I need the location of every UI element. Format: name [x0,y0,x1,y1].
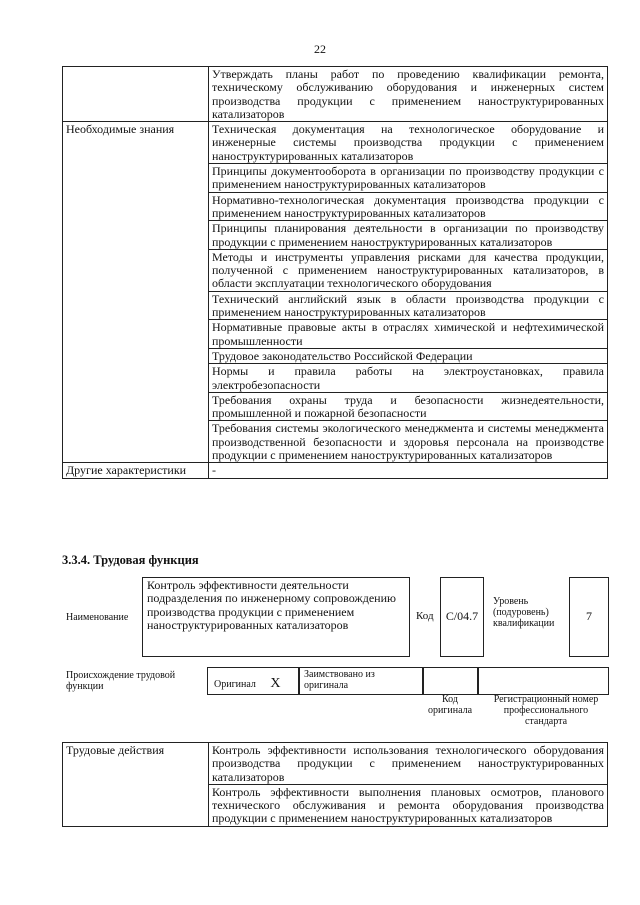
table-cell: Требования охраны труда и безопасности жизнедеятельности, промышленной и пожарной безопасности [209,392,608,421]
table-cell: Методы и инструменты управления рисками для качества продукции, полученной с применением наноструктурированных катализаторов, в области эксплуатации технологического оборудования [209,249,608,291]
row-label-actions: Трудовые действия [63,743,209,827]
table-row [63,743,608,785]
table-cell: Контроль эффективности использования технологического оборудования производства продукции с применением наноструктурированных катализаторов [209,743,608,785]
table-cell: Техническая документация на технологическое оборудование и инженерные системы производства продукции с применением наноструктурированных катализаторов [209,122,608,164]
table-cell: Требования системы экологического менеджмента и системы менеджмента производственной безопасности и здоровья персонала на производстве продукции с применением наноструктурированных катализаторов [209,421,608,463]
reg-caption: Регистрационный номер профессионального стандарта [493,694,599,727]
table-cell: Утверждать планы работ по проведению квалификации ремонта, техническому обслуживанию оборудования и инженерных систем производства продукции с применением наноструктурированных катализаторов [209,67,608,122]
row-label [63,67,209,122]
code-caption: Код оригинала [427,694,473,716]
reg-number-box [478,667,609,695]
row-label-other: Другие характеристики [63,463,209,478]
table-cell: Нормативные правовые акты в отраслях химической и нефтехимической промышленности [209,320,608,349]
code-label: Код [416,610,434,622]
table-cell: Нормы и правила работы на электроустановках, правила электробезопасности [209,364,608,393]
original-mark: X [270,676,281,691]
table-cell: Принципы документооборота в организации по производству продукции с применением наноструктурированных катализаторов [209,164,608,193]
table-cell: Контроль эффективности выполнения плановых осмотров, планового технического обслуживания и ремонта оборудования производства продукции с применением наноструктурированных катализаторов [209,784,608,826]
row-label-knowledge: Необходимые знания [63,122,209,463]
table-cell: Принципы планирования деятельности в организации по производству продукции с применением наноструктурированных катализаторов [209,221,608,250]
name-label: Наименование [66,612,129,623]
function-name-box: Контроль эффективности деятельности подразделения по инженерному сопровождению производства продукции с применением наноструктурированных катализаторов [142,577,410,657]
table-row [63,463,608,478]
table-row [63,122,608,164]
table-cell: Нормативно-технологическая документация производства продукции с применением наноструктурированных катализаторов [209,192,608,221]
level-label: Уровень (подуровень) квалификации [493,596,555,629]
level-box: 7 [569,577,609,657]
requirements-table [62,66,608,479]
code-box: C/04.7 [440,577,484,657]
origin-label: Происхождение трудовой функции [66,670,176,692]
page-number: 22 [314,42,326,56]
borrowed-box: Заимствовано из оригинала [299,667,423,695]
table-cell: - [209,463,608,478]
original-label: Оригинал [214,679,256,690]
original-box [207,667,299,695]
table-cell: Технический английский язык в области производства продукции с применением наноструктурированных катализаторов [209,291,608,320]
table-row [63,67,608,122]
original-code-box [423,667,478,695]
table-cell: Трудовое законодательство Российской Федерации [209,348,608,363]
section-heading: 3.3.4. Трудовая функция [62,553,199,567]
actions-table [62,742,608,827]
